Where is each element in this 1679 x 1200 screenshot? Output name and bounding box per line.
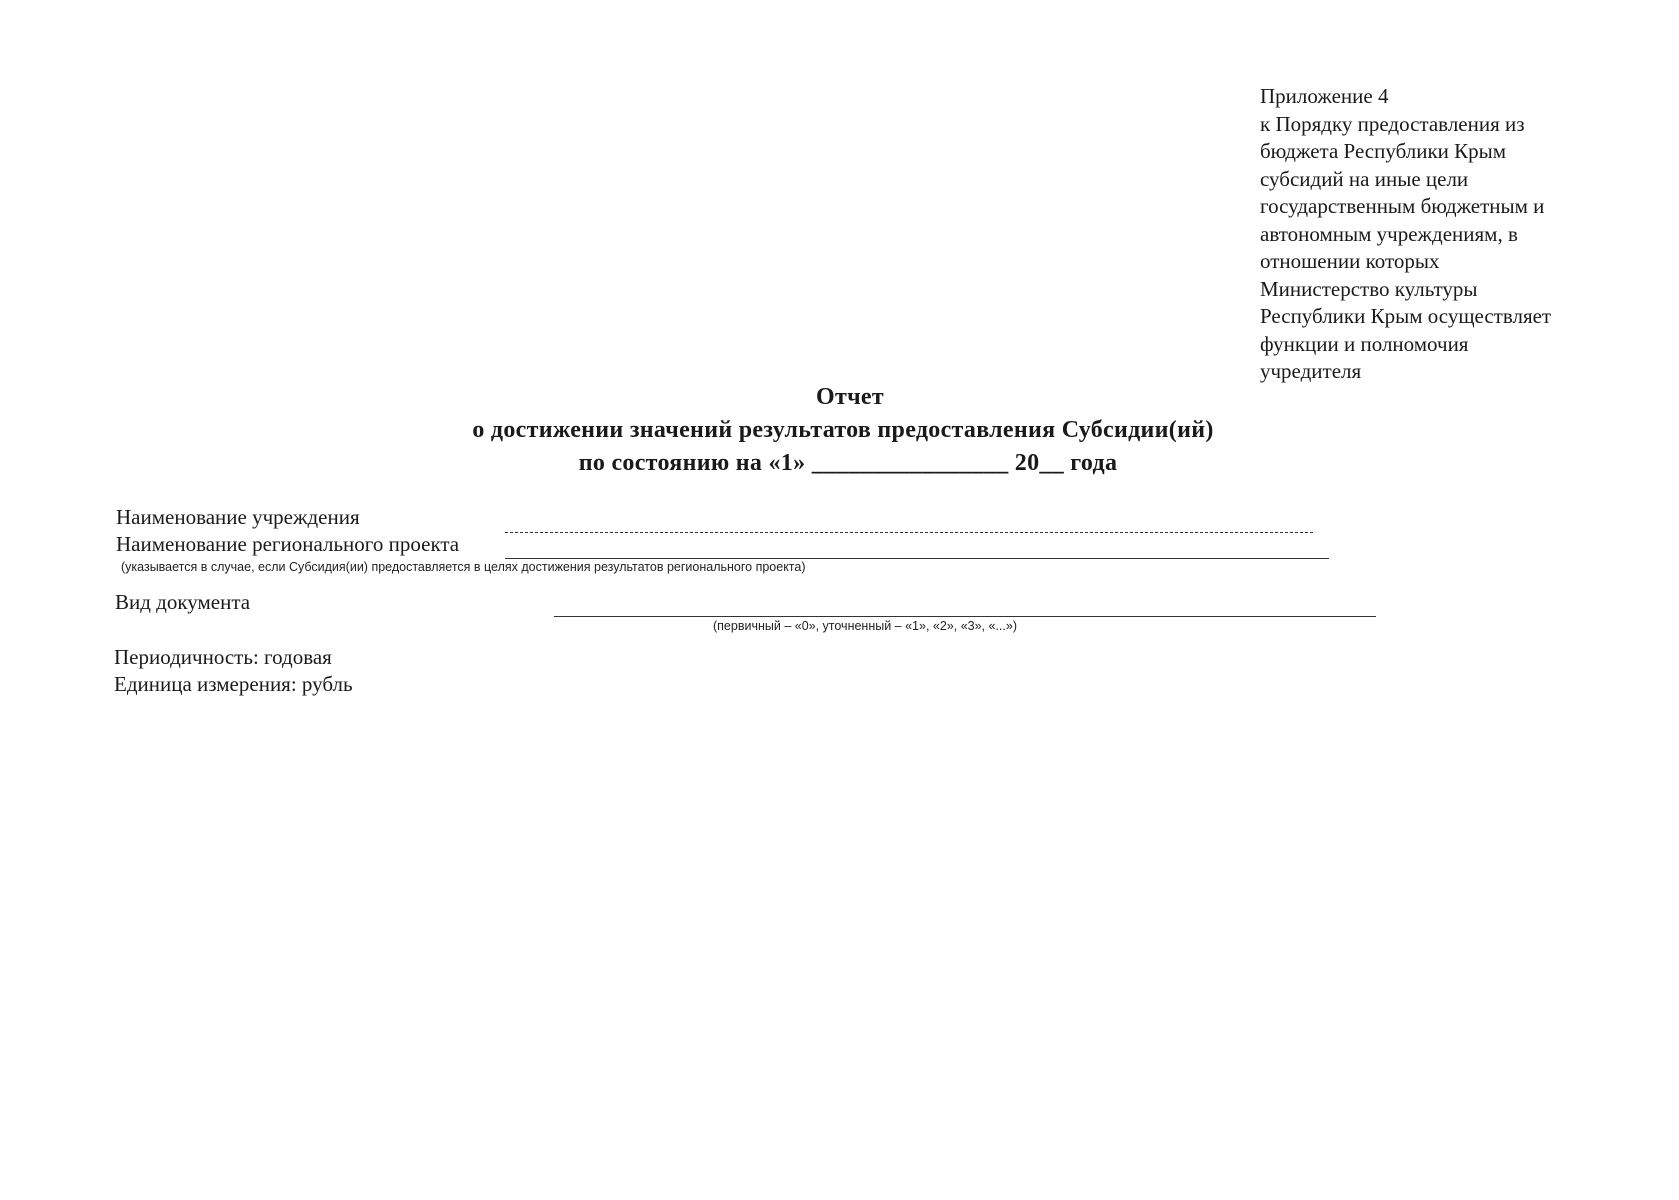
appendix-line: государственным бюджетным и [1260, 194, 1545, 218]
project-label: Наименование регионального проекта [116, 532, 460, 556]
appendix-line: функции и полномочия [1260, 331, 1469, 356]
report-title-subject: о достижении значений результатов предоставления Субсидии(ий) [472, 417, 1214, 443]
appendix-line: автономным учреждениям, в [1260, 221, 1518, 246]
appendix-line: Приложение 4 [1260, 84, 1389, 108]
appendix-line: к Порядку предоставления из [1260, 111, 1525, 136]
appendix-line: Республики Крым осуществляет [1260, 304, 1552, 328]
report-title-main: Отчет [816, 384, 884, 410]
project-field[interactable] [505, 558, 1329, 559]
periodicity: Периодичность: годовая [114, 645, 332, 669]
appendix-line: отношении которых [1260, 249, 1440, 273]
report-title [0, 381, 1679, 480]
appendix-line: субсидий на иные цели [1260, 166, 1469, 191]
appendix-line: учредителя [1260, 359, 1362, 383]
project-hint: (указывается в случае, если Субсидия(ии) предоставляется в целях достижения результатов регионального проекта) [121, 560, 806, 574]
report-title-date: по состоянию на «1» ________________ 20__ года [578, 450, 1118, 476]
doc-type-hint: (первичный – «0», уточненный – «1», «2», «3», «...») [713, 619, 1017, 633]
appendix-line: Министерство культуры [1260, 276, 1478, 301]
unit-of-measure: Единица измерения: рубль [114, 672, 353, 696]
institution-field[interactable] [505, 532, 1313, 533]
doc-type-label: Вид документа [115, 590, 251, 614]
appendix-block [1260, 83, 1660, 386]
institution-label: Наименование учреждения [116, 505, 360, 529]
appendix-line: бюджета Республики Крым [1260, 139, 1507, 163]
doc-type-field[interactable] [554, 616, 1376, 617]
